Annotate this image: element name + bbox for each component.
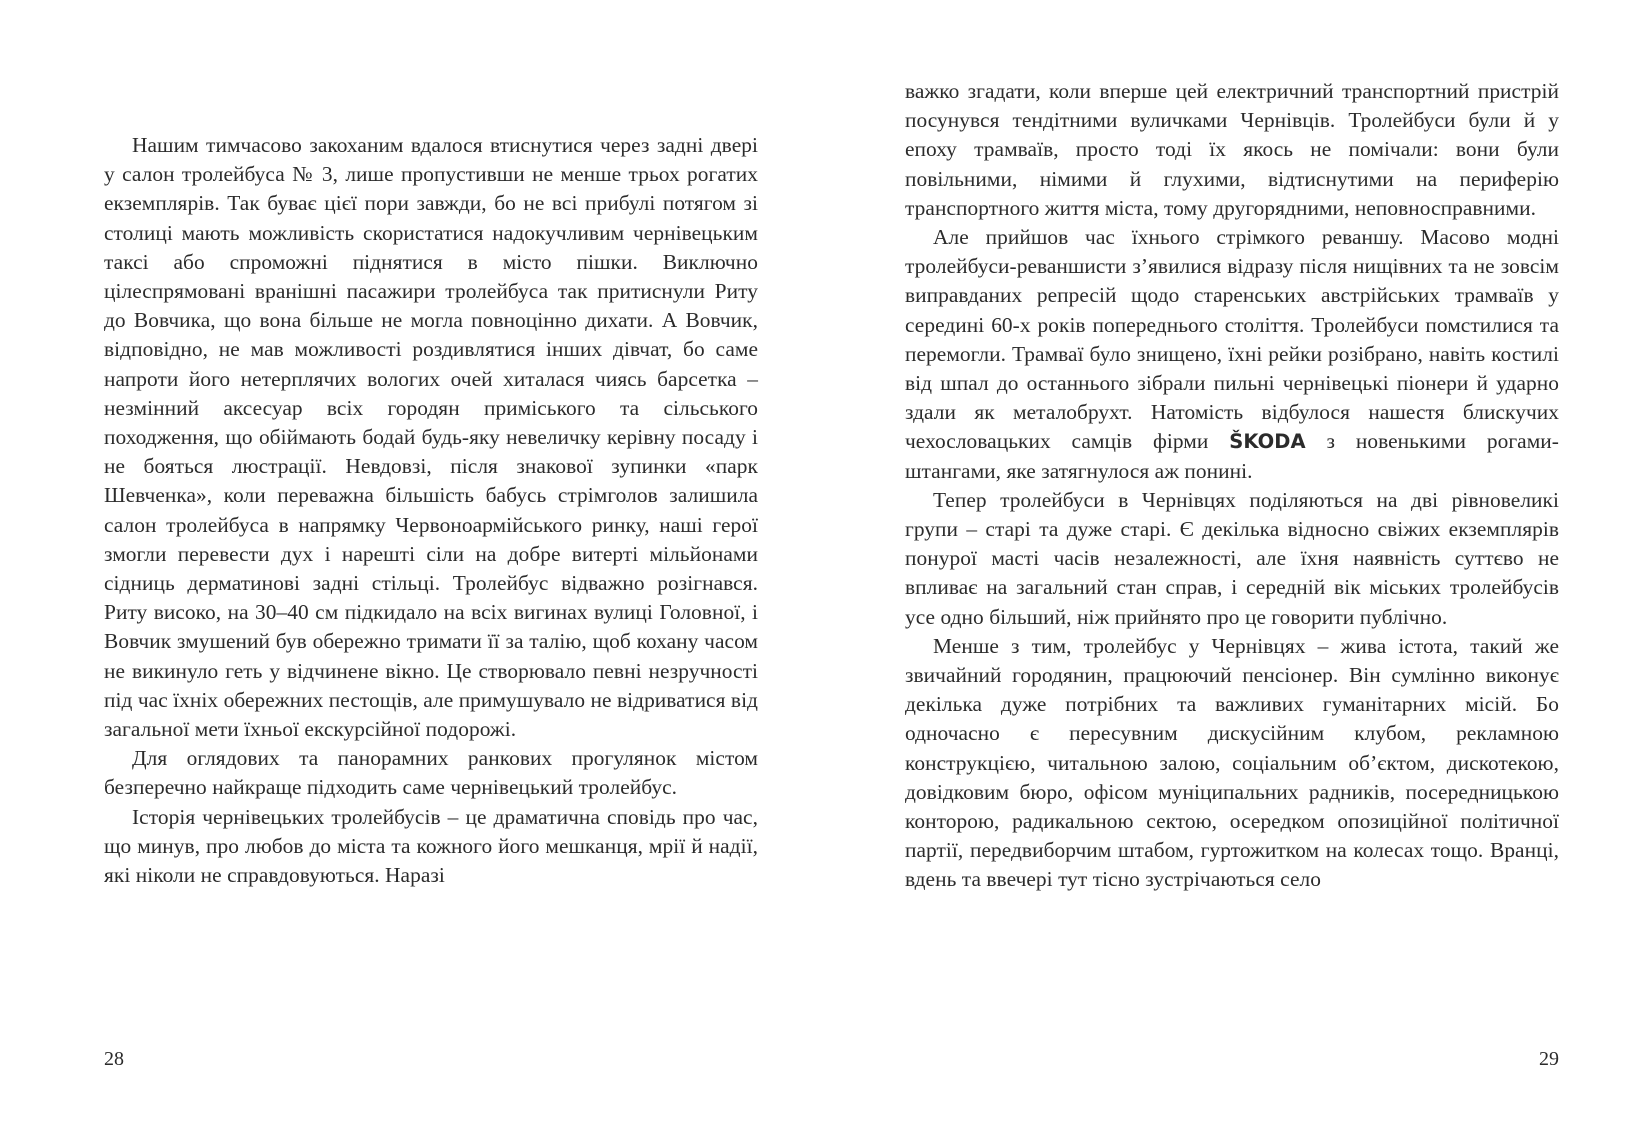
paragraph-text-after: з новенькими рогами-штангами, яке затягнулося аж понині. — [905, 429, 1559, 483]
right-page — [822, 0, 1644, 1134]
page-number-left: 28 — [104, 1048, 124, 1070]
page-number-right: 29 — [1539, 1048, 1559, 1070]
paragraph-continued: важко згадати, коли вперше цей електричний транспортний пристрій посунувся тендітними вуличками Чернівців. Тролейбуси були й у епоху трамваїв, просто тоді їх якось не помічали: вони були повільними, німими й глухими, відтиснутими на периферію транспортного життя міста, тому другорядними, неповносправними. — [905, 79, 1559, 220]
paragraph-with-brand — [905, 223, 1559, 486]
paragraph: Тепер тролейбуси в Чернівцях поділяються на дві рівновеликі групи – старі та дуже старі. Є декілька відносно свіжих екземплярів понурої масті часів незалежності, але їхня наявність суттєво не впливає на загальний стан справ, і середній вік міських тролейбусів усе одно більший, ніж прийнято про це говорити публічно. — [905, 487, 1559, 629]
right-page-text — [905, 77, 1559, 895]
paragraph: Для оглядових та панорамних ранкових прогулянок містом безперечно найкраще підходить саме чернівецький тролейбус. — [104, 746, 758, 800]
paragraph: Менше з тим, тролейбус у Чернівцях – жива істота, такий же звичайний городянин, працюючий пенсіонер. Він сумлінно виконує декілька дуже потрібних та важливих гуманітарних місій. Бо одночасно є пересувним дискусійним клубом, рекламною конструкцією, читальною залою, соціальним об’єктом, дискотекою, довідковим бюро, офісом муніципальних радників, посередницькою конторою, радикальною сектою, осередком опозиційної політичної партії, передвиборчим штабом, гуртожитком на колесах тощо. Вранці, вдень та ввечері тут тісно зустрічаються село — [905, 633, 1559, 892]
paragraph: Історія чернівецьких тролейбусів – це драматична сповідь про час, що минув, про любов до міста та кожного його мешканця, мрії й надії, які ніколи не справдовуються. Наразі — [104, 804, 758, 888]
brand-name: ŠKODA — [1229, 430, 1306, 454]
paragraph: Нашим тимчасово закоханим вдалося втиснутися через задні двері у салон тролейбуса № 3, лише пропустивши не менше трьох рогатих екземплярів. Так буває цієї пори завжди, бо не всі прибулі потягом зі столиці мають можливість скористатися надокучливим чернівецьким таксі або спроможні піднятися в місто пішки. Виключно цілеспрямовані вранішні пасажири тролейбуса так притиснули Риту до Вовчика, що вона більше не могла повноцінно дихати. А Вовчик, відповідно, не мав можливості роздивлятися інших дівчат, бо саме напроти його нетерплячих вологих очей хиталася чиясь барсетка – незмінний аксесуар всіх городян приміського та сільського походження, що обіймають бодай будь-яку невеличку керівну посаду і не бояться люстрації. Невдовзі, після знакової зупинки «парк Шевченка», коли переважна більшість бабусь стрімголов залишила салон тролейбуса в напрямку Червоноармійського ринку, наші герої змогли перевести дух і нарешті сіли на добре витерті мільйонами сідниць дерматинові задні стільці. Тролейбус відважно розігнався. Риту високо, на 30–40 см підкидало на всіх вигинах вулиці Головної, і Вовчик змушений був обережно тримати її за талію, щоб кохану часом не викинуло геть у відчинене вікно. Це створювало певні незручності під час їхніх обережних пестощів, але примушувало не відриватися від загальної мети їхньої екскурсійної подорожі. — [104, 133, 758, 742]
paragraph-text: Але прийшов час їхнього стрімкого реваншу. Масово модні тролейбуси-реваншисти з’явилися відразу після нищівних та не зовсім виправданих репресій щодо старенських австрійських трамваїв у середині 60-х років попереднього століття. Тролейбуси помстилися та перемогли. Трамваї було знищено, їхні рейки розібрано, навіть костилі від шпал до останнього зібрали пильні чернівецькі піонери й ударно здали як металобрухт. Натомість відбулося нашестя блискучих чехословацьких самців фірми — [905, 225, 1559, 454]
left-page-text — [104, 131, 758, 890]
